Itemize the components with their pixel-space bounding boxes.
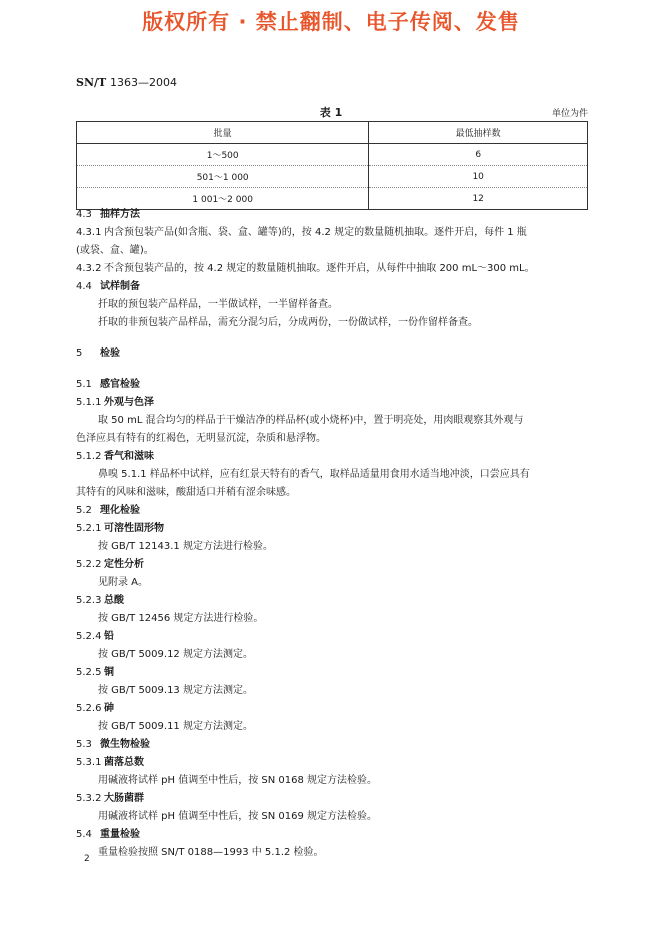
- line-text: 色泽应具有特有的红褐色，无明显沉淀，杂质和悬浮物。: [76, 433, 326, 444]
- body-line: [76, 646, 588, 664]
- heading-text: 铅: [104, 631, 114, 642]
- clause-number: 5.4: [76, 829, 92, 840]
- table-unit: 单位为件: [551, 109, 588, 119]
- clause-number: 5.2.5: [76, 667, 102, 678]
- table-cell: 1～500: [77, 144, 369, 166]
- line-text: 鼻嗅 5.1.1 样品杯中试样，应有红景天特有的香气，取样品适量用食用水适当地冲淡，口尝应具有: [98, 469, 530, 480]
- heading-text: 定性分析: [104, 559, 144, 570]
- body-line: [76, 610, 588, 628]
- heading-text: 可溶性固形物: [104, 523, 164, 534]
- section-heading: [76, 394, 588, 412]
- body-line: [76, 260, 588, 278]
- line-text: 扦取的预包装产品样品，一半做试样，一半留样备查。: [98, 299, 338, 310]
- clause-number: 5.3: [76, 739, 92, 750]
- line-text: (或袋、盒、罐)。: [76, 245, 154, 256]
- line-text: 不含预包装产品的，按 4.2 规定的数量随机抽取。逐件开启，从每件中抽取 200 mL～300 mL。: [104, 263, 535, 274]
- line-text: 扦取的非预包装产品样品，需充分混匀后，分成两份，一份做试样，一份作留样备查。: [98, 317, 478, 328]
- table-header-row: [77, 122, 588, 144]
- section-heading: [76, 664, 588, 682]
- paragraph-gap: [76, 363, 588, 376]
- heading-text: 总酸: [104, 595, 124, 606]
- table-row: [77, 144, 588, 166]
- body-line: [76, 682, 588, 700]
- heading-text: 外观与色泽: [104, 397, 154, 408]
- body-line: [76, 844, 588, 862]
- line-text: 取 50 mL 混合均匀的样品于干燥洁净的样品杯(或小烧杯)中，置于明亮处，用肉眼观察其外观与: [98, 415, 524, 426]
- section-heading: [76, 754, 588, 772]
- clause-number: 4.3.1: [76, 227, 102, 238]
- clause-number: 5.2.3: [76, 595, 102, 606]
- section-heading: [76, 628, 588, 646]
- body-line: [76, 412, 588, 430]
- clause-number: 5: [76, 348, 83, 359]
- standard-number: [76, 76, 177, 89]
- line-text: 按 GB/T 12143.1 规定方法进行检验。: [98, 541, 273, 552]
- body-line: [76, 808, 588, 826]
- table-caption: 表 1: [319, 106, 343, 119]
- section-heading: [76, 376, 588, 394]
- section-heading: [76, 206, 588, 224]
- table-cell: 501～1 000: [77, 166, 369, 188]
- clause-number: 4.4: [76, 281, 92, 292]
- clause-number: 5.1: [76, 379, 92, 390]
- body-line: [76, 296, 588, 314]
- heading-text: 砷: [104, 703, 114, 714]
- section-heading: [76, 502, 588, 520]
- paragraph-gap: [76, 332, 588, 345]
- line-text: 用碱液将试样 pH 值调至中性后，按 SN 0169 规定方法检验。: [98, 811, 378, 822]
- heading-text: 菌落总数: [104, 757, 144, 768]
- table-cell: 10: [369, 166, 588, 188]
- header-min-sample: 最低抽样数: [369, 122, 588, 144]
- section-heading: [76, 826, 588, 844]
- clause-number: 4.3.2: [76, 263, 102, 274]
- body-line: [76, 574, 588, 592]
- clause-number: 5.1.2: [76, 451, 102, 462]
- clause-number: 5.3.2: [76, 793, 102, 804]
- table-cell: 12: [369, 188, 588, 210]
- clause-number: 5.2: [76, 505, 92, 516]
- body-line: [76, 242, 588, 260]
- line-text: 按 GB/T 5009.11 规定方法测定。: [98, 721, 253, 732]
- line-text: 内含预包装产品(如含瓶、袋、盒、罐等)的，按 4.2 规定的数量随机抽取。逐件开启，每件 1 瓶: [104, 227, 527, 238]
- sampling-table: [76, 121, 588, 210]
- heading-text: 铜: [104, 667, 114, 678]
- clause-number: 5.2.2: [76, 559, 102, 570]
- heading-text: 理化检验: [100, 505, 140, 516]
- line-text: 按 GB/T 5009.13 规定方法测定。: [98, 685, 253, 696]
- heading-text: 试样制备: [100, 281, 140, 292]
- section-heading: [76, 520, 588, 538]
- body-line: [76, 538, 588, 556]
- line-text: 按 GB/T 12456 规定方法进行检验。: [98, 613, 264, 624]
- table-row: [77, 166, 588, 188]
- page-number: 2: [84, 854, 90, 864]
- section-heading: [76, 345, 588, 363]
- clause-number: 5.2.4: [76, 631, 102, 642]
- heading-text: 检验: [100, 348, 120, 359]
- clause-number: 5.2.1: [76, 523, 102, 534]
- section-heading: [76, 278, 588, 296]
- line-text: 按 GB/T 5009.12 规定方法测定。: [98, 649, 253, 660]
- clause-number: 5.1.1: [76, 397, 102, 408]
- body-line: [76, 314, 588, 332]
- heading-text: 微生物检验: [100, 739, 150, 750]
- document-body: [76, 206, 588, 862]
- heading-text: 感官检验: [100, 379, 140, 390]
- heading-text: 抽样方法: [100, 209, 140, 220]
- body-line: [76, 484, 588, 502]
- body-line: [76, 718, 588, 736]
- clause-number: 4.3: [76, 209, 92, 220]
- body-line: [76, 772, 588, 790]
- heading-text: 香气和滋味: [104, 451, 154, 462]
- standard-prefix: SN/T: [76, 76, 107, 89]
- line-text: 用碱液将试样 pH 值调至中性后，按 SN 0168 规定方法检验。: [98, 775, 378, 786]
- table-cell: 1 001～2 000: [77, 188, 369, 210]
- clause-number: 5.2.6: [76, 703, 102, 714]
- line-text: 见附录 A。: [98, 577, 149, 588]
- table-cell: 6: [369, 144, 588, 166]
- section-heading: [76, 700, 588, 718]
- body-line: [76, 466, 588, 484]
- section-heading: [76, 592, 588, 610]
- section-heading: [76, 556, 588, 574]
- section-heading: [76, 448, 588, 466]
- section-heading: [76, 736, 588, 754]
- heading-text: 大肠菌群: [104, 793, 144, 804]
- heading-text: 重量检验: [100, 829, 140, 840]
- copyright-banner: 版权所有 · 禁止翻制、电子传阅、发售: [142, 10, 520, 34]
- clause-number: 5.3.1: [76, 757, 102, 768]
- line-text: 重量检验按照 SN/T 0188—1993 中 5.1.2 检验。: [98, 847, 324, 858]
- standard-code: 1363—2004: [110, 76, 178, 89]
- line-text: 其特有的风味和滋味，酸甜适口并稍有涩余味感。: [76, 487, 296, 498]
- section-heading: [76, 790, 588, 808]
- header-batch-size: 批量: [77, 122, 369, 144]
- body-line: [76, 430, 588, 448]
- body-line: [76, 224, 588, 242]
